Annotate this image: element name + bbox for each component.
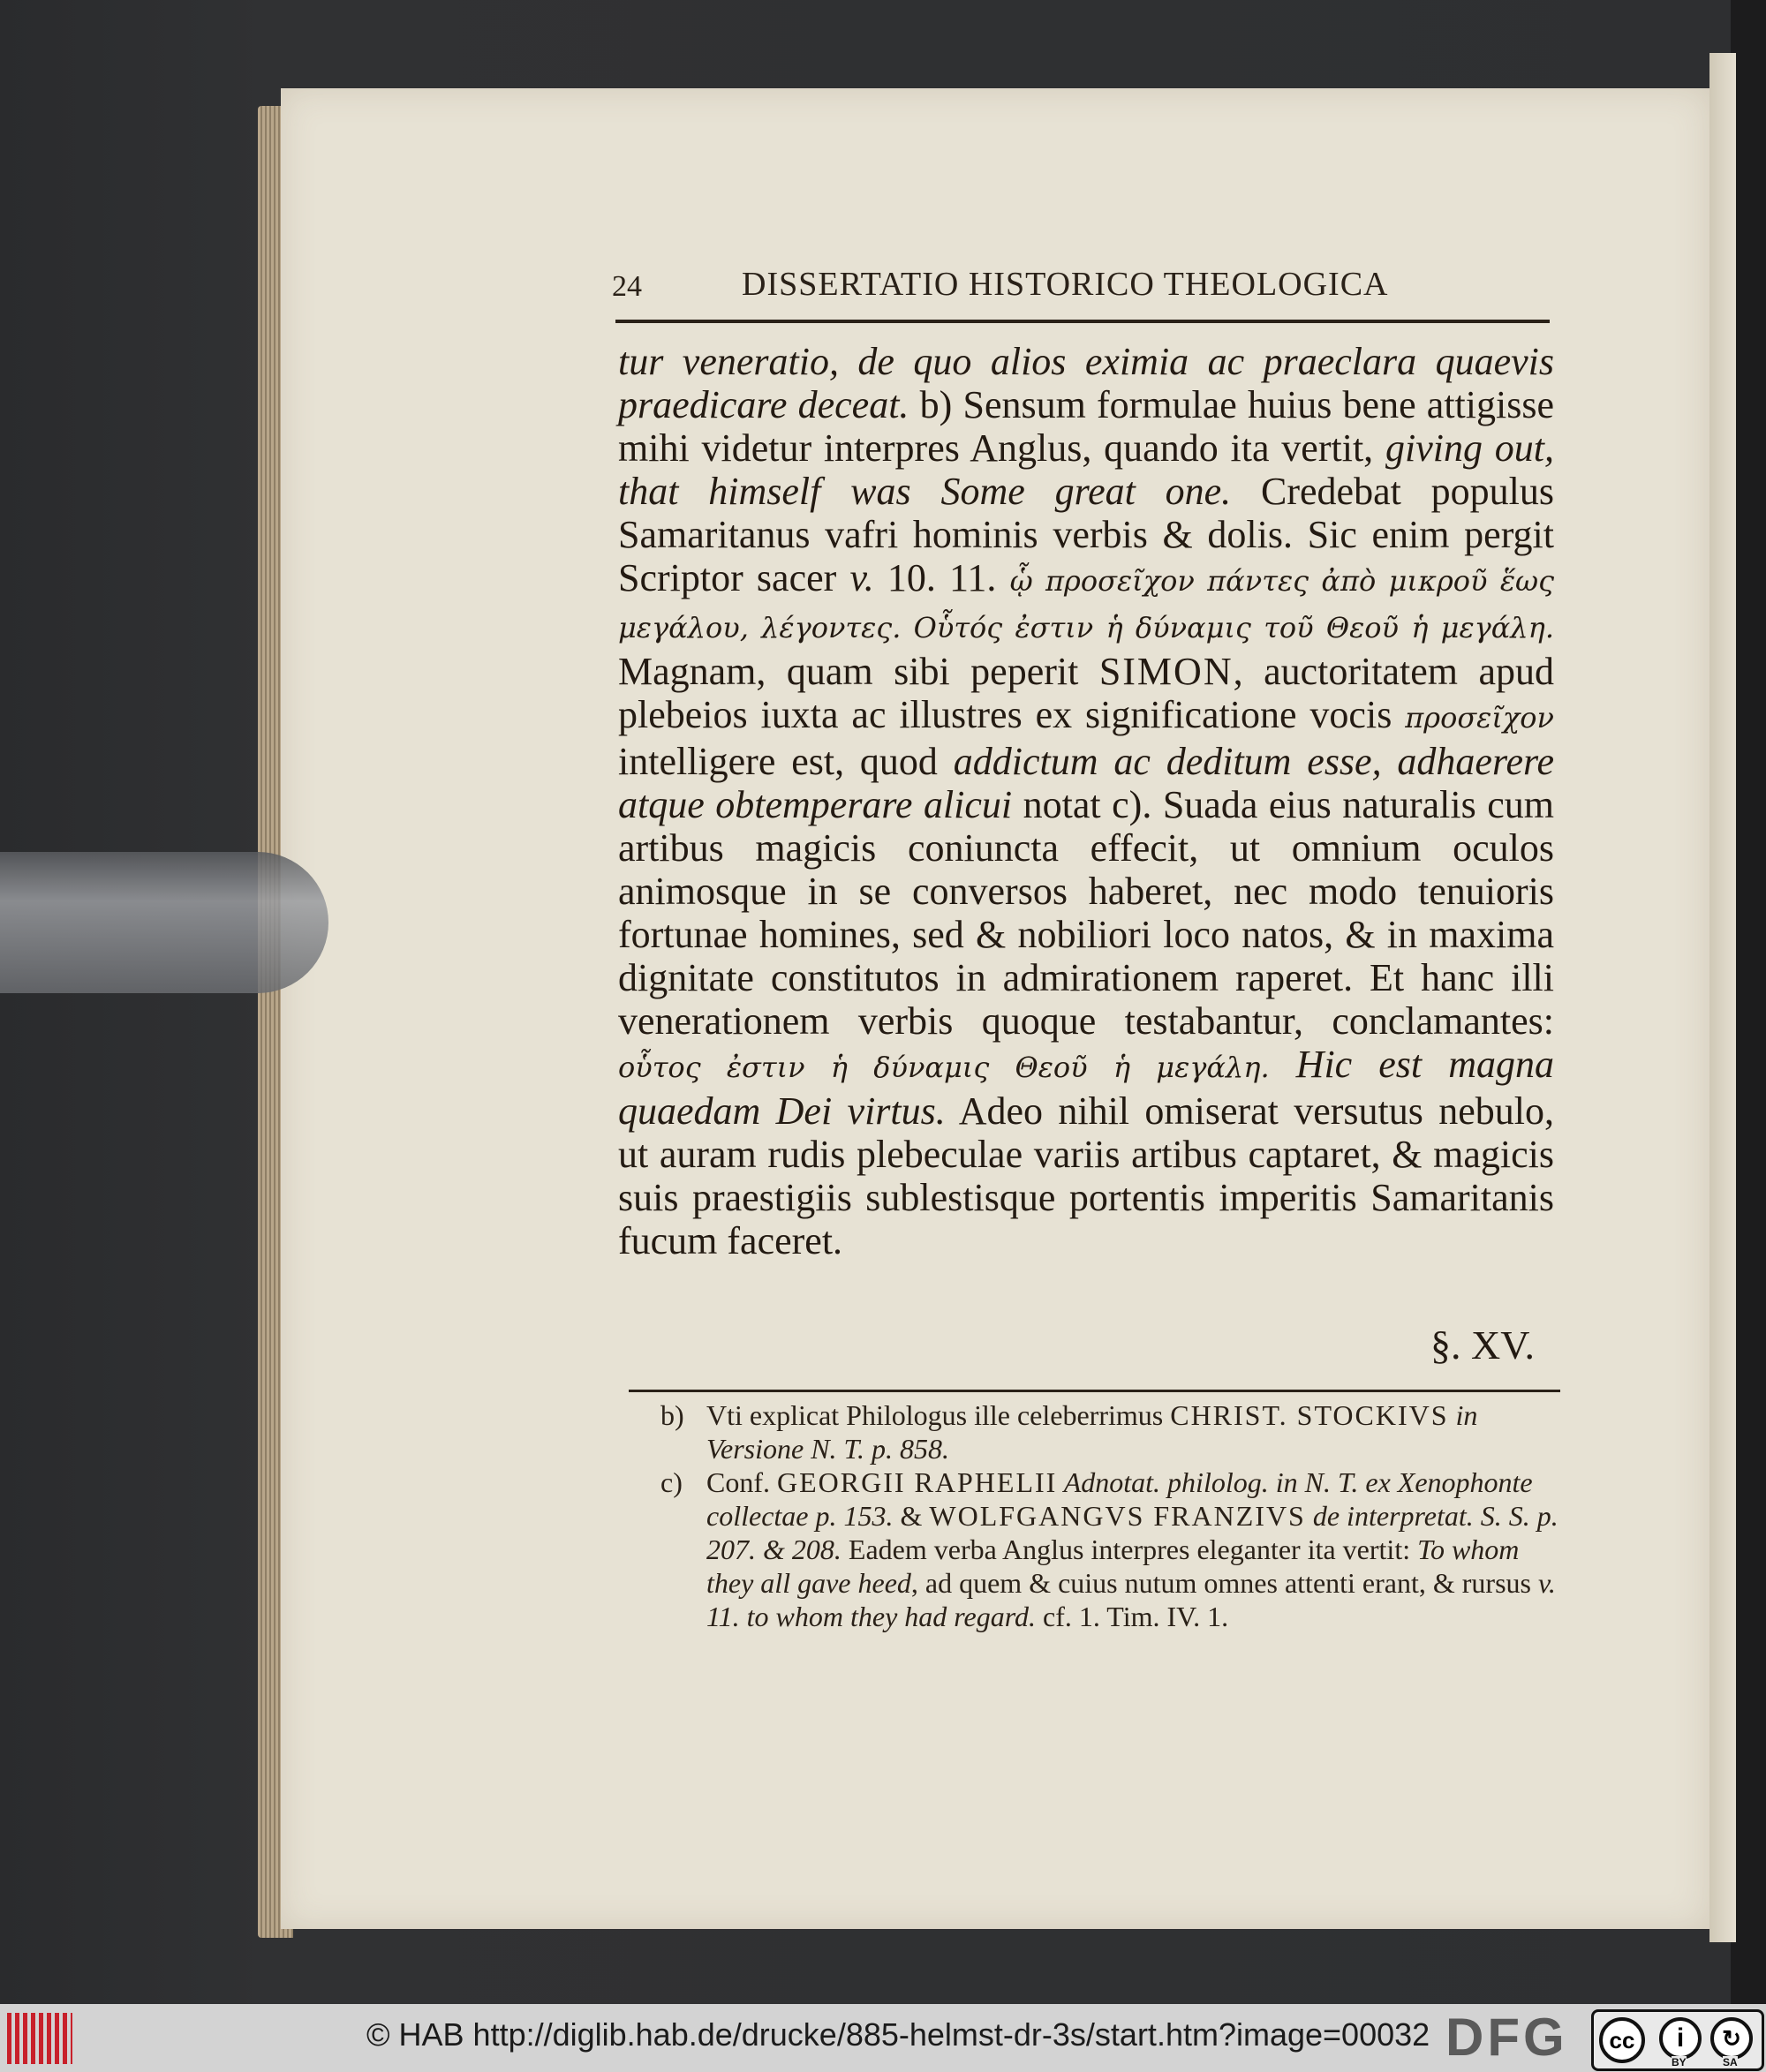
small-caps-name: GEORGII RAPHELII	[777, 1466, 1058, 1498]
text-run: Eadem verba Anglus interpres eleganter ita vertit:	[841, 1533, 1418, 1565]
scan-right-margin	[1731, 0, 1766, 2004]
running-head: DISSERTATIO HISTORICO THEOLOGICA	[742, 266, 1389, 303]
text-run: Conf.	[706, 1466, 777, 1498]
text-run: b) Sensum formulae huius bene attigisse mihi videtur interpres Anglus, quando ita vertit,	[618, 383, 1554, 470]
footnote-marker: c)	[660, 1466, 683, 1498]
small-caps-name: CHRIST. STOCKIVS	[1170, 1399, 1449, 1431]
header-rule	[615, 320, 1550, 323]
italic-run: v.	[849, 556, 874, 599]
footnote-rule	[629, 1390, 1560, 1392]
attribution-icon: i	[1659, 2017, 1702, 2060]
text-run: Credebat populus Samaritanus vafri hominis verbis & dolis. Sic enim pergit Scriptor sacer	[618, 470, 1554, 599]
italic-run: in Versione N. T. p. 858.	[706, 1399, 1478, 1465]
facing-page-edge	[1709, 53, 1736, 1942]
small-caps-name: WOLFGANGVS FRANZIVS	[929, 1500, 1306, 1532]
copyright-url[interactable]: © HAB http://diglib.hab.de/drucke/885-helmst-dr-3s/start.htm?image=00032	[366, 2016, 1430, 2053]
page-holder-clip	[0, 852, 328, 993]
italic-run: addictum ac deditum esse, adhaerere atque obtemperare alicui	[618, 740, 1554, 826]
barcode-icon	[7, 2013, 72, 2064]
main-paragraph	[618, 340, 1554, 1262]
footnote	[660, 1398, 1561, 1465]
small-caps-name: SIMON	[1098, 650, 1234, 693]
text-run: notat c). Suada eius naturalis cum artibus magicis coniuncta effecit, ut omnium oculos animosque in se conversos haberet, nec modo tenuioris fortunae homines, sed & nobiliori loco natos, & in maxima dignitate constitutos in admirationem raperet. Et hanc illi venerationem verbis quoque testabantur, conclamantes:	[618, 783, 1554, 1043]
cc-icon: cc	[1599, 2017, 1645, 2063]
text-run: Adeo nihil omiserat versutus nebulo, ut auram rudis plebeculae variis artibus captaret, & magicis suis praestigiis sublestisque portentis imperitis Samaritanis fucum faceret.	[618, 1089, 1554, 1262]
italic-run: giving out, that himself was Some great one.	[618, 426, 1554, 513]
footnotes	[660, 1398, 1561, 1633]
text-run: intelligere est, quod	[618, 740, 954, 783]
greek-quote: ᾧ προσεῖχον πάντες ἀπὸ μικροῦ ἕως μεγάλου, λέγοντες. Οὗτός ἐστιν ἡ δύναμις τοῦ Θεοῦ ἡ μεγάλη.	[618, 564, 1554, 644]
italic-run: Hic est magna quaedam Dei virtus.	[618, 1043, 1554, 1133]
main-text	[618, 340, 1554, 1262]
page-number: 24	[612, 270, 642, 303]
dfg-logo: DFG	[1445, 2008, 1568, 2067]
text-run: Magnam, quam sibi peperit	[618, 650, 1099, 693]
footnote-marker: b)	[660, 1399, 684, 1431]
cc-license-badge[interactable]	[1591, 2009, 1764, 2071]
share-alike-icon: ↻	[1710, 2017, 1753, 2060]
italic-run: de interpretat. S. S. p. 207. & 208.	[706, 1500, 1558, 1565]
text-run: , auctoritatem apud plebeios iuxta ac illustres ex significatione vocis	[618, 650, 1554, 736]
italic-run: tur veneratio, de quo alios eximia ac praeclara quaevis praedicare deceat.	[618, 340, 1554, 426]
italic-run: To whom they all gave heed	[706, 1533, 1520, 1599]
footnote	[660, 1465, 1561, 1633]
text-run: &	[893, 1500, 930, 1532]
sa-label: SA	[1723, 2056, 1738, 2068]
italic-run: v. 11. to whom they had regard.	[706, 1567, 1556, 1632]
italic-run: Adnotat. philolog. in N. T. ex Xenophonte collectae p. 153.	[706, 1466, 1533, 1532]
section-mark: §. XV.	[1430, 1322, 1536, 1368]
text-run: Vti explicat Philologus ille celeberrimus	[706, 1399, 1171, 1431]
by-label: BY	[1672, 2056, 1687, 2068]
greek-quote: οὗτος ἐστιν ἡ δύναμις Θεοῦ ἡ μεγάλη.	[618, 1051, 1270, 1084]
text-run: 10. 11.	[873, 556, 1010, 599]
text-run: cf. 1. Tim. IV. 1.	[1036, 1601, 1229, 1632]
text-run: , ad quem & cuius nutum omnes attenti erant, & rursus	[910, 1567, 1538, 1599]
greek-quote: προσεῖχον	[1405, 701, 1554, 735]
